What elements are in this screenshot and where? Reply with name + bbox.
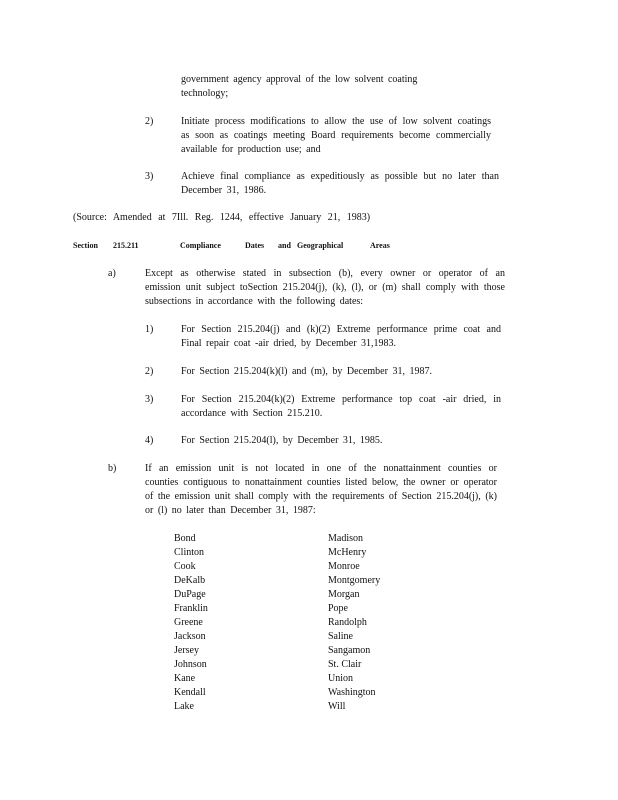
item-number: 3)	[145, 171, 154, 182]
section-title-word: Geographical	[297, 241, 344, 250]
section-title-word: Areas	[370, 241, 390, 250]
county-name: Bond	[174, 533, 196, 544]
item-text: For Section 215.204(k)(l) and (m), by December 31, 1987.	[181, 366, 432, 377]
item-number: 2)	[145, 116, 154, 127]
item-text: Achieve final compliance as expeditiously as possible but no later than December 31, 1986.	[181, 171, 499, 196]
county-name: Saline	[328, 631, 353, 642]
county-name: Montgomery	[328, 575, 381, 586]
section-title-word: Compliance	[180, 241, 221, 250]
continuation-text: government agency approval of the low solvent coating technology;	[181, 74, 418, 99]
county-name: Sangamon	[328, 645, 371, 656]
county-name: Morgan	[328, 589, 360, 600]
county-name: Jersey	[174, 645, 199, 656]
section-label: Section	[73, 241, 98, 250]
county-name: Jackson	[174, 631, 206, 642]
county-name: Madison	[328, 533, 363, 544]
county-name: St. Clair	[328, 659, 362, 670]
county-name: McHenry	[328, 547, 367, 558]
county-name: Johnson	[174, 659, 207, 670]
county-list-right	[328, 532, 380, 714]
county-name: Kane	[174, 673, 196, 684]
item-number: 1)	[145, 324, 154, 335]
item-text: Initiate process modifications to allow the use of low solvent coatings as soon as coatings meeting Board requirements become commercially available for production use; and	[181, 116, 491, 155]
item-text: For Section 215.204(l), by December 31, 1985.	[181, 435, 383, 446]
section-title-word: Dates	[245, 241, 265, 250]
item-number: 4)	[145, 435, 154, 446]
paragraph-text: If an emission unit is not located in one of the nonattainment counties or counties contiguous to nonattainment counties listed below, the owner or operator of the emission unit shall comply with the requirements of Section 215.204(j), (k) or (l) no later than December 31, 1987:	[145, 463, 497, 516]
county-name: DeKalb	[174, 575, 206, 586]
county-name: Pope	[328, 603, 348, 614]
item-number: 3)	[145, 394, 154, 405]
county-name: Clinton	[174, 547, 205, 558]
county-name: Monroe	[328, 561, 360, 572]
section-title-word: and	[278, 241, 291, 250]
item-text: For Section 215.204(j) and (k)(2) Extreme performance prime coat and Final repair coat -air dried, by December 31,1983.	[181, 324, 501, 349]
county-name: Lake	[174, 701, 194, 712]
item-number: 2)	[145, 366, 154, 377]
county-name: Union	[328, 673, 353, 684]
section-number: 215.211	[113, 241, 139, 250]
county-name: Kendall	[174, 687, 206, 698]
paragraph-text: Except as otherwise stated in subsection (b), every owner or operator of an emission unit subject toSection 215.204(j), (k), (l), or (m) shall comply with those subsections in accordance with the following dates:	[145, 268, 505, 307]
county-name: Randolph	[328, 617, 367, 628]
paragraph-letter: a)	[108, 268, 116, 279]
county-name: Greene	[174, 617, 203, 628]
county-name: Washington	[328, 687, 376, 698]
paragraph-letter: b)	[108, 463, 117, 474]
county-name: Cook	[174, 561, 196, 572]
county-list-left	[174, 532, 208, 714]
item-text: For Section 215.204(k)(2) Extreme performance top coat -air dried, in accordance with Section 215.210.	[181, 394, 501, 419]
county-name: Franklin	[174, 603, 208, 614]
county-name: DuPage	[174, 589, 206, 600]
section-heading	[0, 239, 618, 253]
county-name: Will	[328, 701, 346, 712]
source-note: (Source: Amended at 7Ill. Reg. 1244, effective January 21, 1983)	[73, 212, 371, 223]
